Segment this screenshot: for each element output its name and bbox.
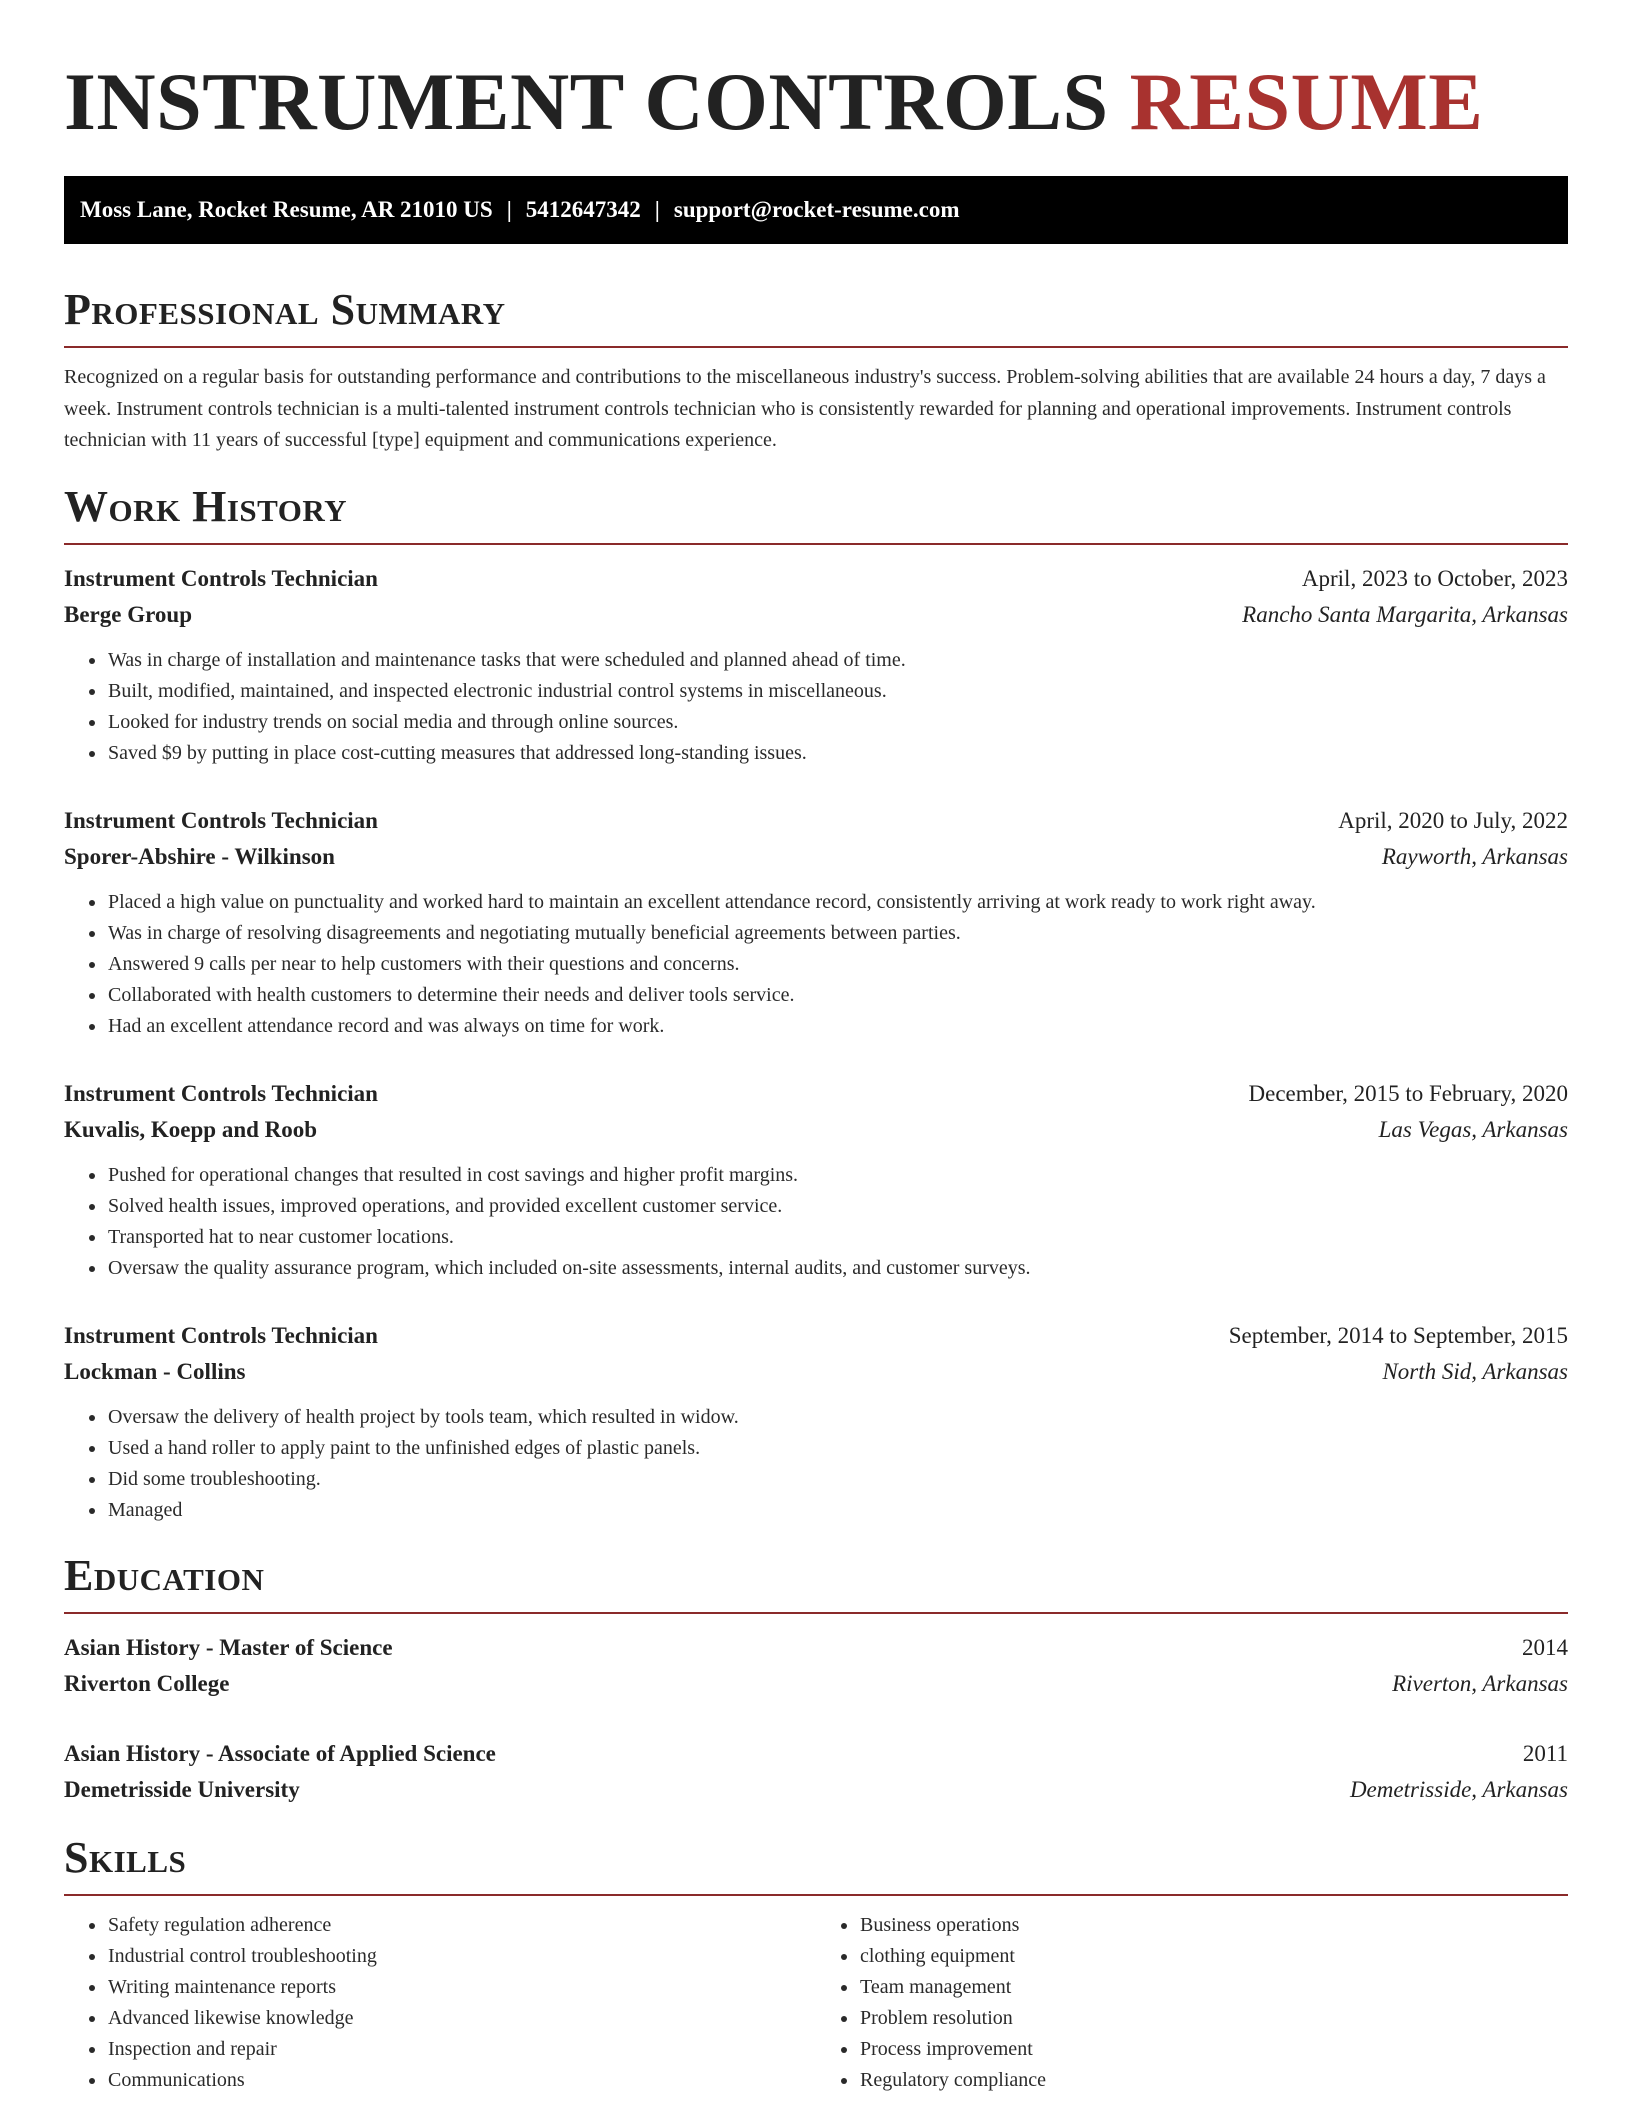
list-item: • Regulatory compliance <box>859 2065 1568 2096</box>
skills-list-right <box>816 1910 1568 2096</box>
list-item: • Oversaw the quality assurance program, which included on-site assessments, internal audits, and customer surveys. <box>107 1253 1568 1284</box>
education-location: Demetrisside, Arkansas <box>1349 1776 1568 1802</box>
list-item: • Placed a high value on punctuality and worked hard to maintain an excellent attendance record, consistently arriving at work ready to work right away. <box>107 887 1568 918</box>
list-item: • Collaborated with health customers to determine their needs and deliver tools service. <box>107 980 1568 1011</box>
list-item: • Answered 9 calls per near to help customers with their questions and concerns. <box>107 949 1568 980</box>
job-bullets <box>64 1160 1568 1284</box>
list-item: • Writing maintenance reports <box>107 1972 816 2003</box>
list-item: • Problem resolution <box>859 2003 1568 2034</box>
education-header-row <box>64 1736 1568 1772</box>
list-item: • Had an excellent attendance record and was always on time for work. <box>107 1011 1568 1042</box>
section-heading-education: Education <box>64 1548 1568 1614</box>
summary-text: Recognized on a regular basis for outstanding performance and contributions to the miscellaneous industry's success. Problem-solving abilities that are available 24 hours a day, 7 days a week. Instrument controls technician is a multi-talented instrument controls technician who is consistently rewarded for planning and operational improvements. Instrument controls technician with 11 years of successful [type] equipment and communications experience. <box>64 366 1546 451</box>
job-location: Rayworth, Arkansas <box>1381 843 1568 869</box>
job-title: Instrument Controls Technician <box>64 807 378 833</box>
education-school-row <box>64 1772 1568 1808</box>
job-header-row <box>64 1076 1568 1112</box>
title-accent: RESUME <box>1129 56 1484 147</box>
section-heading-summary: Professional Summary <box>64 282 1568 348</box>
job-location: North Sid, Arkansas <box>1382 1358 1568 1384</box>
job-title: Instrument Controls Technician <box>64 1322 378 1348</box>
list-item: • Industrial control troubleshooting <box>107 1941 816 1972</box>
job-entry <box>64 561 1568 769</box>
job-company: Berge Group <box>64 601 192 627</box>
job-company: Kuvalis, Koepp and Roob <box>64 1116 318 1142</box>
contact-bar <box>64 176 1568 244</box>
list-item: • Built, modified, maintained, and inspected electronic industrial control systems in miscellaneous. <box>107 676 1568 707</box>
list-item: • Inspection and repair <box>107 2034 816 2065</box>
job-company-row <box>64 839 1568 875</box>
education-location: Riverton, Arkansas <box>1392 1670 1568 1696</box>
job-location: Rancho Santa Margarita, Arkansas <box>1242 601 1568 627</box>
list-item: • Used a hand roller to apply paint to the unfinished edges of plastic panels. <box>107 1433 1568 1464</box>
list-item: • Team management <box>859 1972 1568 2003</box>
contact-email: support@rocket-resume.com <box>673 197 960 222</box>
education-entry <box>64 1630 1568 1702</box>
list-item: • Solved health issues, improved operations, and provided excellent customer service. <box>107 1191 1568 1222</box>
job-company: Sporer-Abshire - Wilkinson <box>64 843 335 869</box>
job-entry <box>64 803 1568 1042</box>
list-item: • clothing equipment <box>859 1941 1568 1972</box>
list-item: • Was in charge of installation and maintenance tasks that were scheduled and planned ahead of time. <box>107 645 1568 676</box>
resume-content <box>64 52 1568 2096</box>
list-item: • Safety regulation adherence <box>107 1910 816 1941</box>
job-header-row <box>64 1318 1568 1354</box>
job-company-row <box>64 1112 1568 1148</box>
contact-phone: 5412647342 <box>525 197 641 222</box>
job-bullets <box>64 887 1568 1042</box>
list-item: • Was in charge of resolving disagreements and negotiating mutually beneficial agreements between parties. <box>107 918 1568 949</box>
education-year: 2011 <box>1522 1740 1568 1766</box>
education-school-row <box>64 1666 1568 1702</box>
job-entry <box>64 1076 1568 1284</box>
list-item: • Communications <box>107 2065 816 2096</box>
section-heading-skills: Skills <box>64 1830 1568 1896</box>
education-degree: Asian History - Associate of Applied Science <box>64 1740 496 1766</box>
education-degree: Asian History - Master of Science <box>64 1634 393 1660</box>
contact-separator: | <box>506 197 512 222</box>
list-item: • Managed <box>107 1495 1568 1526</box>
education-year: 2014 <box>1522 1634 1568 1660</box>
job-dates: April, 2020 to July, 2022 <box>1338 807 1568 833</box>
list-item: • Transported hat to near customer locations. <box>107 1222 1568 1253</box>
job-company-row <box>64 597 1568 633</box>
job-title: Instrument Controls Technician <box>64 1080 378 1106</box>
job-company: Lockman - Collins <box>64 1358 246 1384</box>
skills-columns <box>64 1910 1568 2096</box>
job-title: Instrument Controls Technician <box>64 565 378 591</box>
list-item: • Process improvement <box>859 2034 1568 2065</box>
list-item: • Business operations <box>859 1910 1568 1941</box>
job-header-row <box>64 561 1568 597</box>
work-history-section <box>64 479 1568 1526</box>
job-dates: April, 2023 to October, 2023 <box>1301 565 1568 591</box>
resume-title <box>64 52 1568 152</box>
job-header-row <box>64 803 1568 839</box>
list-item: • Saved $9 by putting in place cost-cutting measures that addressed long-standing issues. <box>107 738 1568 769</box>
education-school: Demetrisside University <box>64 1776 300 1802</box>
education-school: Riverton College <box>64 1670 230 1696</box>
list-item: • Oversaw the delivery of health project by tools team, which resulted in widow. <box>107 1402 1568 1433</box>
education-section <box>64 1548 1568 1808</box>
skills-section <box>64 1830 1568 2096</box>
job-bullets <box>64 645 1568 769</box>
job-entry <box>64 1318 1568 1526</box>
title-main: INSTRUMENT CONTROLS <box>64 56 1109 147</box>
education-header-row <box>64 1630 1568 1666</box>
job-dates: September, 2014 to September, 2015 <box>1228 1322 1568 1348</box>
list-item: • Looked for industry trends on social media and through online sources. <box>107 707 1568 738</box>
contact-address: Moss Lane, Rocket Resume, AR 21010 US <box>80 197 493 222</box>
skills-list-left <box>64 1910 816 2096</box>
job-bullets <box>64 1402 1568 1526</box>
job-location: Las Vegas, Arkansas <box>1378 1116 1568 1142</box>
professional-summary-section <box>64 282 1568 457</box>
list-item: • Advanced likewise knowledge <box>107 2003 816 2034</box>
contact-separator: | <box>654 197 660 222</box>
section-heading-work: Work History <box>64 479 1568 545</box>
job-company-row <box>64 1354 1568 1390</box>
list-item: • Pushed for operational changes that resulted in cost savings and higher profit margins. <box>107 1160 1568 1191</box>
job-dates: December, 2015 to February, 2020 <box>1248 1080 1568 1106</box>
list-item: • Did some troubleshooting. <box>107 1464 1568 1495</box>
education-entry <box>64 1736 1568 1808</box>
